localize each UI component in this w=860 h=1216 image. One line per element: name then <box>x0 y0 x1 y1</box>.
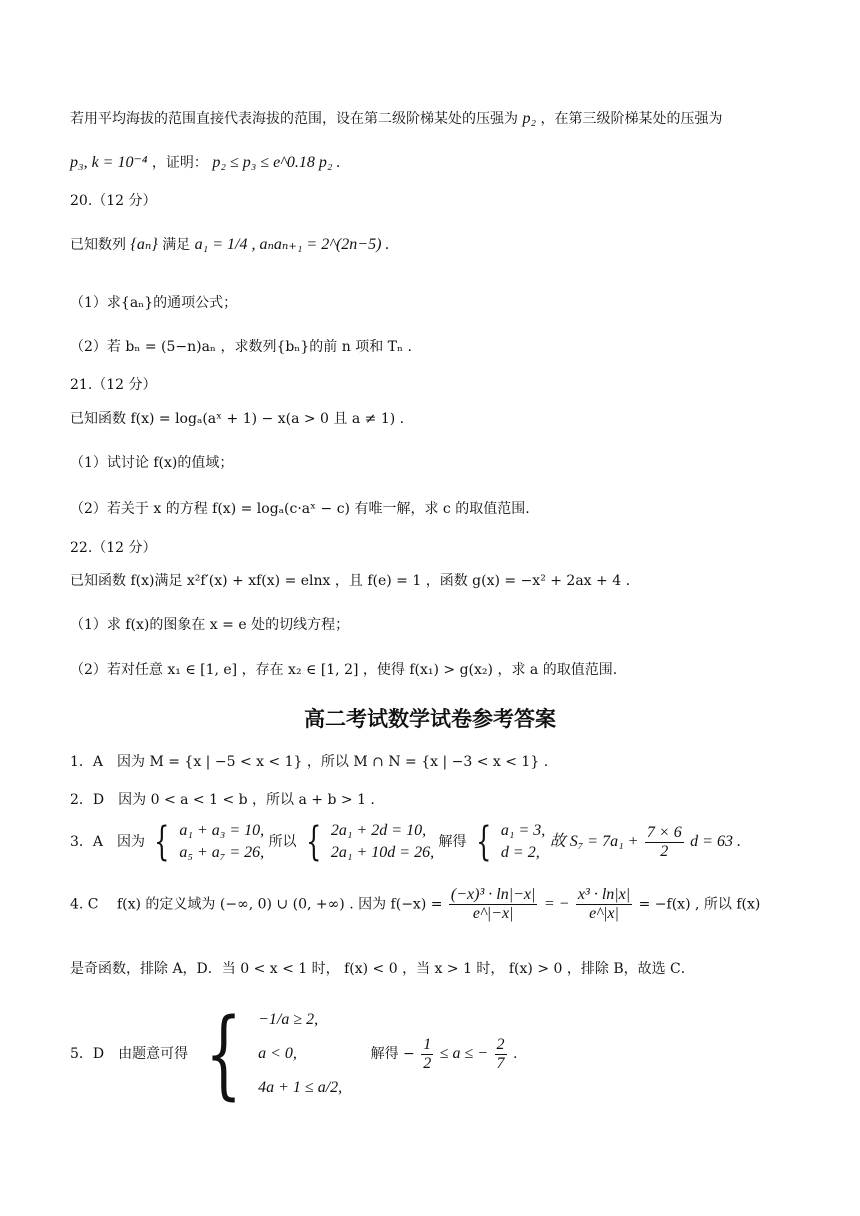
answer-4-lead: 4. C f(x) 的定义域为 (−∞, 0) ∪ (0, +∞) . 因为 f(−x) = <box>70 896 443 913</box>
q20-stem-text-b: 满足 <box>162 237 191 253</box>
answer-3-text: 所以 <box>268 834 297 850</box>
answer-4-line-2: 是奇函数，排除 A，D．当 0 < x < 1 时， f(x) < 0 ，当 x > 1 时， f(x) > 0 ，排除 B，故选 C． <box>70 961 695 977</box>
answer-5-system <box>258 1003 342 1105</box>
fraction-numerator: 1 <box>423 1035 432 1053</box>
q20-stem-text: 已知数列 <box>70 237 126 253</box>
q22-header: 22.（12 分） <box>70 540 157 556</box>
system-row: −1/a ≥ 2, <box>258 1011 319 1028</box>
answers-title: 高二考试数学试卷参考答案 <box>304 707 556 731</box>
q19-text-b: ，在第三级阶梯某处的压强为 <box>540 111 723 127</box>
fraction-numerator: 7 × 6 <box>646 823 682 841</box>
system-row: a₁ + a₃ = 10, <box>179 822 265 839</box>
fraction-numerator: x³ · ln|x| <box>577 886 631 903</box>
system-row: a₅ + a₇ = 26, <box>179 844 265 861</box>
q21-part-1: （1）试讨论 f(x)的值域； <box>70 455 234 471</box>
answer-3-system-2 <box>331 820 434 864</box>
answer-5-fraction-1 <box>421 1036 433 1073</box>
system-row: a < 0, <box>258 1045 297 1062</box>
answer-5-text: 解得 − <box>370 1046 415 1062</box>
system-row: 2a₁ + 2d = 10, <box>330 822 427 839</box>
fraction-denominator: 2 <box>423 1054 432 1072</box>
fraction-numerator: (−x)³ · ln|−x| <box>450 886 536 903</box>
q21-header: 21.（12 分） <box>70 377 157 393</box>
answer-3-lead: 3．A 因为 <box>70 834 146 850</box>
answer-4-eq: = − <box>543 895 570 913</box>
answer-4 <box>70 886 760 923</box>
q19-math: p₂ <box>522 110 537 127</box>
q19-line-1 <box>70 108 722 128</box>
q20-header: 20.（12 分） <box>70 193 157 209</box>
q19-line-2 <box>70 152 340 172</box>
answer-5-ineq: ≤ a ≤ − <box>439 1045 489 1062</box>
brace-icon: { <box>476 819 492 865</box>
q20-seq: {aₙ} <box>130 236 158 253</box>
q20-part-1: （1）求{aₙ}的通项公式； <box>70 295 238 311</box>
q19-text: 若用平均海拔的范围直接代表海拔的范围，设在第二级阶梯某处的压强为 <box>70 111 518 127</box>
answer-3-system-1 <box>179 820 264 864</box>
q20-part-2: （2）若 bₙ = (5−n)aₙ ，求数列{bₙ}的前 n 项和 Tₙ . <box>70 339 412 355</box>
answer-4-tail: = −f(x) , 所以 f(x) <box>638 896 761 913</box>
system-row: a₁ = 3, <box>500 822 546 839</box>
fraction-denominator: 7 <box>496 1054 505 1072</box>
q21-part-2: （2）若关于 x 的方程 f(x) = logₐ(c·aˣ − c) 有唯一解，求 c 的取值范围. <box>70 501 530 517</box>
answer-4-fraction-2 <box>576 886 632 923</box>
q20-condition: a₁ = 1/4 , aₙaₙ₊₁ = 2^(2n−5) . <box>194 236 390 253</box>
answer-3-text: 解得 <box>438 834 467 850</box>
answer-2: 2．D 因为 0 < a < 1 < b ，所以 a + b > 1 . <box>70 792 375 808</box>
q19-math-2: p₃, k = 10⁻⁴ <box>70 154 148 171</box>
answer-3 <box>70 820 741 864</box>
answer-3-system-3 <box>501 820 545 864</box>
q21-stem: 已知函数 f(x) = logₐ(aˣ + 1) − x(a > 0 且 a ≠ 1) . <box>70 411 405 427</box>
q20-stem <box>70 234 389 254</box>
q22-part-1: （1）求 f(x)的图象在 x = e 处的切线方程； <box>70 617 350 633</box>
fraction-denominator: e^|−x| <box>472 905 514 922</box>
system-row: d = 2, <box>500 844 540 861</box>
answer-5-lead: 5．D 由题意可得 <box>70 1046 189 1062</box>
fraction-numerator: 2 <box>496 1035 505 1053</box>
brace-icon: { <box>204 998 242 1110</box>
brace-icon: { <box>306 819 322 865</box>
answer-3-sum: 故 S₇ = 7a₁ + <box>549 833 639 850</box>
answer-5-fraction-2 <box>495 1036 507 1073</box>
system-row: 2a₁ + 10d = 26, <box>330 844 435 861</box>
answer-1: 1．A 因为 M = {x | −5 < x < 1} ，所以 M ∩ N = {x | −3 < x < 1} . <box>70 754 549 770</box>
q22-part-2: （2）若对任意 x₁ ∈ [1, e] ，存在 x₂ ∈ [1, 2] ，使得 f(x₁) > g(x₂) ，求 a 的取值范围. <box>70 662 618 678</box>
answer-3-fraction <box>645 824 684 861</box>
q19-text-2: ，证明： <box>151 155 208 171</box>
brace-icon: { <box>154 819 170 865</box>
answer-3-result: d = 63 . <box>690 833 741 850</box>
q19-claim: p₂ ≤ p₃ ≤ e^0.18 p₂ . <box>212 154 341 171</box>
answer-4-fraction-1 <box>449 886 538 923</box>
q22-stem: 已知函数 f(x)满足 x²f′(x) + xf(x) = elnx ，且 f(e) = 1 ，函数 g(x) = −x² + 2ax + 4 . <box>70 573 631 589</box>
answer-5-end: . <box>512 1046 518 1062</box>
answer-5 <box>70 998 518 1110</box>
fraction-denominator: e^|x| <box>589 905 619 922</box>
fraction-denominator: 2 <box>660 842 669 860</box>
system-row: 4a + 1 ≤ a/2, <box>258 1079 343 1096</box>
